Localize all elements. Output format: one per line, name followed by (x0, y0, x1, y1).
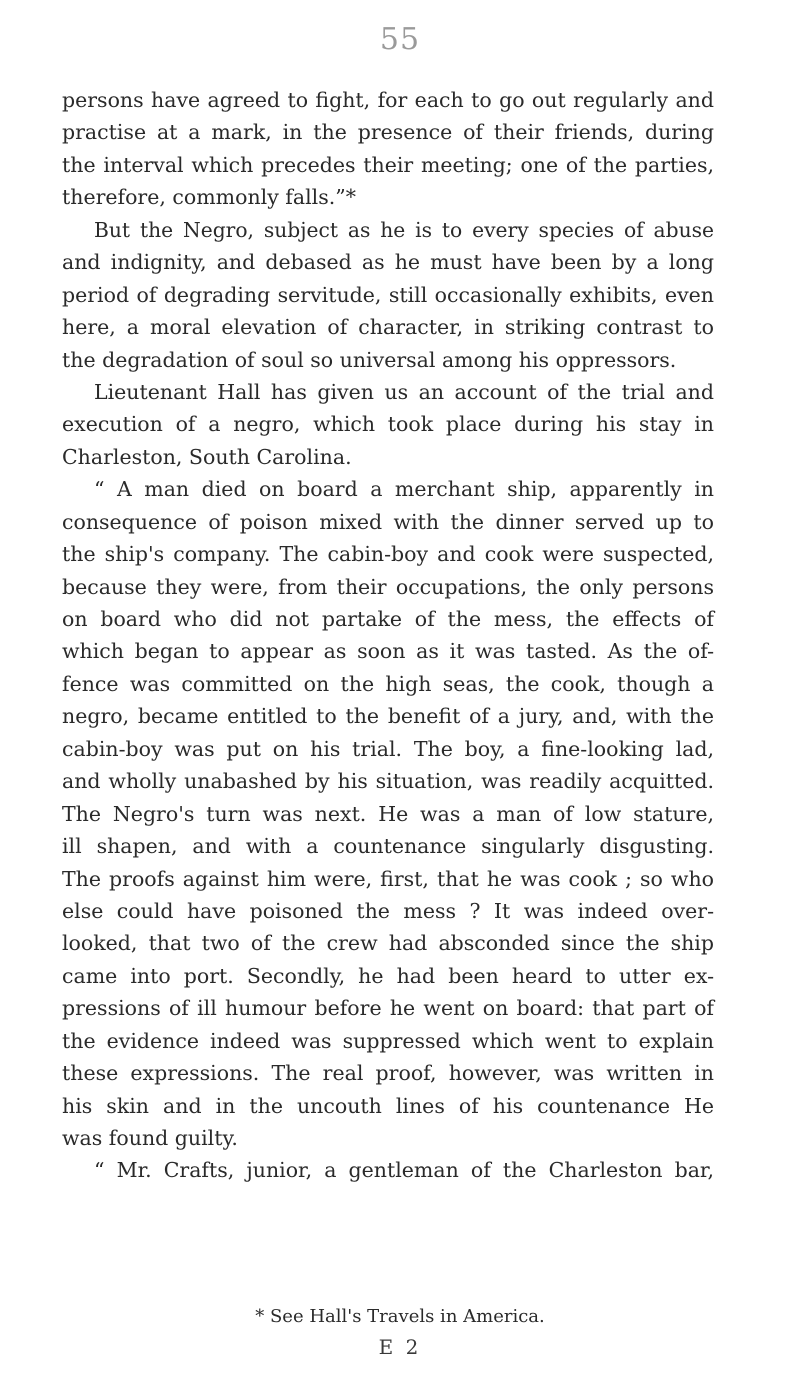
text-line: Charleston, South Carolina. (62, 444, 352, 469)
footnote: * See Hall's Travels in America. (255, 1306, 545, 1327)
text-line: his skin and in the uncouth lines of his countenance He (62, 1093, 714, 1118)
text-line: else could have poisoned the mess ? It was indeed over- (62, 898, 714, 923)
text-line: cabin-boy was put on his trial. The boy, a fine-looking lad, (62, 736, 714, 761)
text-line: negro, became entitled to the benefit of a jury, and, with the (62, 704, 714, 729)
text-line: Lieutenant Hall has given us an account of the trial and (94, 379, 714, 404)
text-line: the interval which precedes their meeting; one of the parties, (62, 152, 714, 177)
signature-mark: E 2 (378, 1335, 422, 1359)
text-line: looked, that two of the crew had absconded since the ship (62, 931, 714, 956)
text-line: fence was committed on the high seas, the cook, though a (62, 671, 714, 696)
text-line: the ship's company. The cabin-boy and cook were suspected, (62, 542, 714, 567)
text-line: the evidence indeed was suppressed which went to explain (62, 1028, 714, 1053)
text-line: here, a moral elevation of character, in striking contrast to (62, 315, 714, 340)
text-line: practise at a mark, in the presence of their friends, during (62, 120, 714, 145)
text-line: which began to appear as soon as it was tasted. As the of- (62, 639, 714, 664)
text-line: execution of a negro, which took place during his stay in (62, 412, 714, 437)
text-line: The proofs against him were, first, that he was cook ; so who (62, 866, 714, 891)
text-line: these expressions. The real proof, however, was written in (62, 1061, 714, 1086)
text-line: “ Mr. Crafts, junior, a gentleman of the Charleston bar, (94, 1158, 714, 1183)
text-line: and wholly unabashed by his situation, was readily acquitted. (62, 769, 714, 794)
text-line: ill shapen, and with a countenance singularly disgusting. (62, 834, 714, 859)
text-line: on board who did not partake of the mess, the effects of (62, 607, 714, 631)
text-line: But the Negro, subject as he is to every species of abuse (94, 217, 714, 242)
text-line: consequence of poison mixed with the dinner served up to (62, 509, 714, 534)
text-line: pressions of ill humour before he went on board: that part of (62, 996, 714, 1021)
text-line: The Negro's turn was next. He was a man of low stature, (62, 801, 714, 826)
text-line: persons have agreed to fight, for each to go out regularly and (62, 88, 714, 112)
text-line: therefore, commonly falls.”* (62, 185, 356, 210)
page-number: 55 (379, 22, 421, 57)
text-line: “ A man died on board a merchant ship, apparently in (94, 477, 714, 502)
text-line: was found guilty. (62, 1126, 238, 1150)
text-line: period of degrading servitude, still occasionally exhibits, even (62, 282, 714, 307)
text-line: because they were, from their occupations, the only persons (62, 574, 714, 599)
text-line: the degradation of soul so universal among his oppressors. (62, 347, 677, 372)
text-line: came into port. Secondly, he had been heard to utter ex- (62, 963, 714, 988)
text-line: and indignity, and debased as he must have been by a long (62, 250, 714, 275)
body-text (62, 84, 714, 1187)
